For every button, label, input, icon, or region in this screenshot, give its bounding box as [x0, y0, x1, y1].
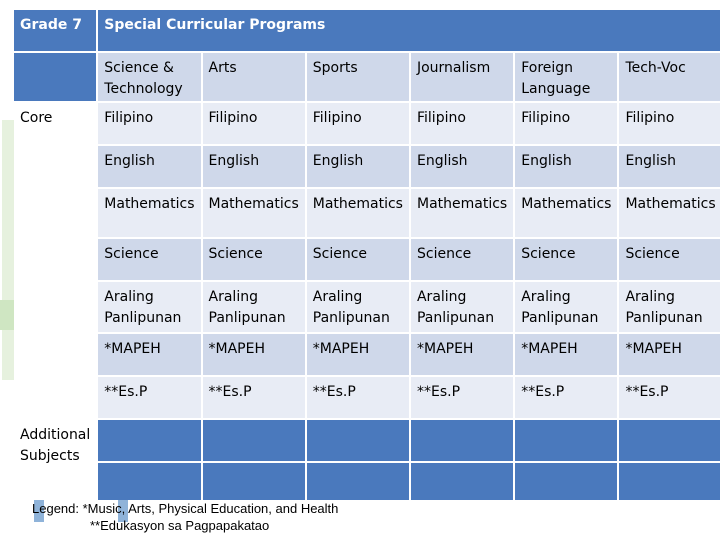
subject-cell: Science: [98, 239, 200, 280]
subject-cell: English: [515, 146, 617, 187]
subject-cell: **Es.P: [203, 377, 305, 418]
subject-cell: Araling Panlipunan: [411, 282, 513, 332]
additional-subject-cell: [619, 420, 720, 461]
program-header: Science & Technology: [98, 53, 200, 101]
subject-cell: Araling Panlipunan: [203, 282, 305, 332]
subject-cell: Araling Panlipunan: [515, 282, 617, 332]
additional-subject-cell: [411, 420, 513, 461]
legend-line-esp: **Edukasyon sa Pagpapakatao: [90, 518, 270, 533]
table-title: Special Curricular Programs: [98, 10, 720, 51]
subject-cell: Filipino: [98, 103, 200, 144]
program-header: Foreign Language: [515, 53, 617, 101]
additional-subject-cell: [515, 463, 617, 500]
subject-cell: English: [98, 146, 200, 187]
subject-cell: Filipino: [515, 103, 617, 144]
additional-subject-cell: [515, 420, 617, 461]
additional-subject-cell: [203, 420, 305, 461]
program-header: Arts: [203, 53, 305, 101]
subject-cell: *MAPEH: [515, 334, 617, 375]
subject-cell: Filipino: [619, 103, 720, 144]
subject-cell: **Es.P: [98, 377, 200, 418]
subject-cell: Araling Panlipunan: [307, 282, 409, 332]
subject-cell: Mathematics: [411, 189, 513, 237]
subject-cell: English: [307, 146, 409, 187]
core-label: Core: [14, 103, 96, 418]
subject-cell: Science: [619, 239, 720, 280]
subject-cell: English: [411, 146, 513, 187]
subject-cell: Filipino: [411, 103, 513, 144]
legend-line-mapeh: Legend: *Music, Arts, Physical Education, and Health: [32, 501, 339, 516]
subject-cell: Science: [515, 239, 617, 280]
subject-cell: **Es.P: [307, 377, 409, 418]
curriculum-table: [12, 8, 720, 502]
subject-cell: *MAPEH: [619, 334, 720, 375]
legend: [32, 500, 338, 534]
program-header: Sports: [307, 53, 409, 101]
subject-cell: Mathematics: [307, 189, 409, 237]
program-header: Journalism: [411, 53, 513, 101]
subject-cell: Filipino: [307, 103, 409, 144]
header-spacer-cell: [14, 53, 96, 101]
subject-cell: Mathematics: [203, 189, 305, 237]
subject-cell: Mathematics: [98, 189, 200, 237]
grade-label: Grade 7: [14, 10, 96, 51]
subject-cell: *MAPEH: [411, 334, 513, 375]
subject-cell: **Es.P: [515, 377, 617, 418]
program-header: Tech-Voc: [619, 53, 720, 101]
additional-subject-cell: [203, 463, 305, 500]
subject-cell: Araling Panlipunan: [98, 282, 200, 332]
subject-cell: Science: [203, 239, 305, 280]
subject-cell: **Es.P: [619, 377, 720, 418]
subject-cell: *MAPEH: [98, 334, 200, 375]
additional-subject-cell: [307, 463, 409, 500]
subject-cell: Filipino: [203, 103, 305, 144]
additional-subject-cell: [98, 420, 200, 461]
additional-subject-cell: [411, 463, 513, 500]
additional-subject-cell: [619, 463, 720, 500]
subject-cell: English: [203, 146, 305, 187]
subject-cell: *MAPEH: [307, 334, 409, 375]
subject-cell: Science: [411, 239, 513, 280]
subject-cell: Mathematics: [619, 189, 720, 237]
additional-subject-cell: [98, 463, 200, 500]
subject-cell: *MAPEH: [203, 334, 305, 375]
additional-subject-cell: [307, 420, 409, 461]
subject-cell: Mathematics: [515, 189, 617, 237]
subject-cell: Araling Panlipunan: [619, 282, 720, 332]
subject-cell: English: [619, 146, 720, 187]
subject-cell: Science: [307, 239, 409, 280]
additional-subjects-label: Additional Subjects: [14, 420, 96, 500]
subject-cell: **Es.P: [411, 377, 513, 418]
